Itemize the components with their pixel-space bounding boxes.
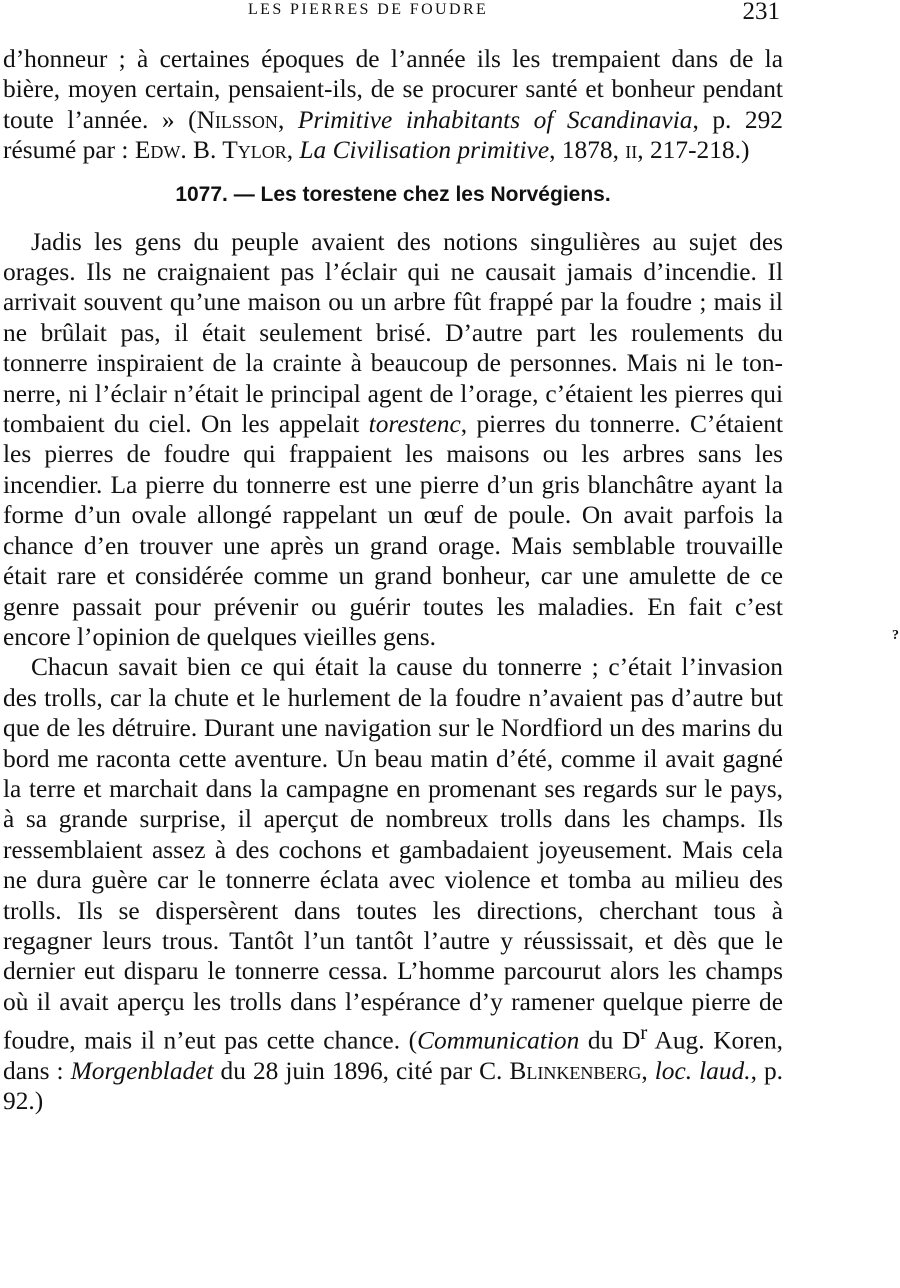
- section-heading: 1077. — Les torestene chez les Norvégiens.: [175, 182, 611, 206]
- running-title: LES PIERRES DE FOUDRE: [248, 1, 489, 18]
- paragraph-2-text-e: ,: [641, 1057, 655, 1086]
- volume-number: ii: [625, 136, 638, 165]
- paragraph-2-text-d: du 28 juin 1896, cité par C.: [213, 1057, 510, 1086]
- page-number: 231: [742, 0, 780, 25]
- continuation-sep-2: ,: [286, 136, 300, 165]
- body-text: [3, 44, 783, 1117]
- continuation-text-a: d’honneur ; à certaines époques de l’année ils les trempaient dans de la bière, moyen certain, pensaient-ils, de se procurer santé et bonheur pendant toute l’année. » (: [3, 45, 783, 134]
- author-tylor: Edw. B. Tylor: [134, 136, 287, 165]
- author-blinkenberg: Blinkenberg: [509, 1057, 642, 1086]
- continuation-sep-1: ,: [277, 105, 298, 134]
- margin-mark: ?: [892, 628, 899, 643]
- continuation-paragraph: [3, 44, 783, 166]
- paragraph-2-text-a: Chacun savait bien ce qui était la cause du tonnerre ; c’était l’invasion des trolls, car la chute et le hurlement de la foudre n’avaient pas d’autre but que de les détruire. Durant une navigation sur le Nordfiord un des marins du bord me raconta cette aventure. Un beau matin d’été, comme il avait gagné la terre et marchait dans la campagne en promenant ses regards sur le pays, à sa grande surprise, il aperçut de nombreux trolls dans les champs. Ils ressemblaient assez à des cochons et gambadaient joyeusement. Mais cela ne dura guère car le tonnerre éclata avec violence et tomba au milieu des trolls. Ils se dispersèrent dans toutes les directions, cherchant tous à regagner leurs trous. Tantôt l’un tantôt l’autre y réussissait, et dès que le dernier eut disparu le tonnerre cessa. L’homme parcourut alors les champs où il avait aperçu les trolls dans l’espérance d’y ramener quelque pierre de foudre, mais il n’eut pas cette chance. (: [3, 653, 783, 1055]
- doctor-abbrev-superscript: r: [640, 1020, 648, 1045]
- paragraph-2-text-c: Aug. Koren, dans :: [3, 1026, 784, 1086]
- paragraph-2-text-b: du: [579, 1026, 622, 1055]
- doctor-abbrev: D: [621, 1026, 641, 1055]
- paragraph-1-text-b: , pierres du tonnerre. C’étaient les pierres de foudre qui frappaient les maisons ou les arbres sans les incendier. La pierre du tonnerre est une pierre d’un gris blanchâtre ayant la forme d’un ovale allongé rappelant un œuf de poule. On avait parfois la chance d’en trouver une après un grand orage. Mais semblable trouvaille était rare et considérée comme un grand bonheur, car une amulette de ce genre passait pour prévenir ou guérir toutes les maladies. En fait c’est encore l’opinion de quelques vieilles gens.: [3, 410, 783, 651]
- continuation-text-b: , p. 292 résumé par :: [3, 105, 783, 165]
- loc-laud: loc. laud.: [654, 1057, 751, 1086]
- author-nilsson: Nilsson: [196, 105, 278, 134]
- paragraph-trolls: [3, 652, 783, 1117]
- work-title-civilisation-primitive: La Civilisation primitive: [299, 136, 550, 165]
- paragraph-torestene: [3, 227, 783, 653]
- work-title-primitive-inhabitants: Primitive inhabitants of Scandinavia: [297, 105, 693, 134]
- page-header: [0, 0, 900, 26]
- continuation-text-c: , 1878,: [549, 136, 626, 165]
- paragraph-2-text-f: , p. 92.): [3, 1057, 783, 1116]
- continuation-text-d: , 217-218.): [637, 136, 750, 165]
- paragraph-1-text-a: Jadis les gens du peuple avaient des notions singulières au sujet des orages. Ils ne craignaient pas l’éclair qui ne causait jamais d’incendie. Il arrivait souvent qu’une maison ou un arbre fût frappé par la foudre ; mais il ne brûlait pas, il était seulement brisé. D’autre part les roulements du tonnerre inspiraient de la crainte à beaucoup de personnes. Mais ni le tonnerre, ni l’éclair n’était le principal agent de l’orage, c’étaient les pierres qui tombaient du ciel. On les appelait: [3, 227, 783, 439]
- communication-label: Communication: [417, 1026, 580, 1055]
- term-torestenc: torestenc: [368, 410, 461, 439]
- newspaper-title: Morgenbladet: [70, 1057, 214, 1086]
